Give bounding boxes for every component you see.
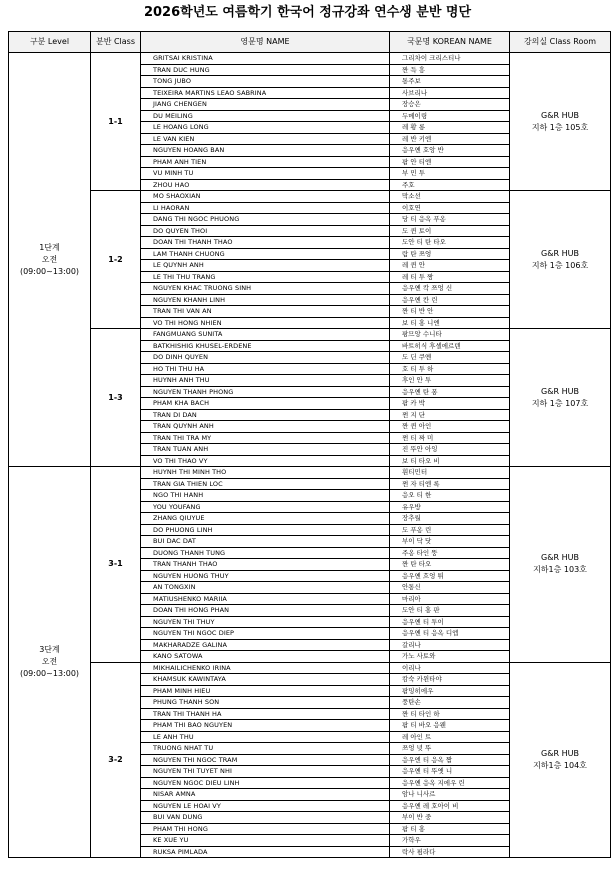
korean-name-cell: 레 티 투 짱 [390, 271, 510, 283]
english-name-cell: TRAN THI VAN AN [141, 306, 390, 318]
korean-name-cell: 팜 티 바오 응웬 [390, 720, 510, 732]
korean-name-cell: 응우옌 티 투이 [390, 616, 510, 628]
korean-name-cell: 당 티 응옥 푸옹 [390, 214, 510, 226]
english-name-cell: TRAN DUC HUNG [141, 64, 390, 76]
class-cell: 1-3 [91, 329, 141, 467]
english-name-cell: LE VAN KIEN [141, 133, 390, 145]
korean-name-cell: 응우옌 레 호아이 비 [390, 800, 510, 812]
english-name-cell: NGUYEN THI THUY [141, 616, 390, 628]
english-name-cell: MO SHAOXIAN [141, 191, 390, 203]
korean-name-cell: 레 퀸 안 [390, 260, 510, 272]
level-time: (09:00~13:00) [19, 669, 80, 678]
table-header-row [9, 32, 611, 53]
english-name-cell: MIKHAILICHENKO IRINA [141, 662, 390, 674]
korean-name-cell: 쩐 티 짜 미 [390, 432, 510, 444]
level-session: 오전 [41, 657, 58, 666]
korean-name-cell: 쩐 자 티엔 록 [390, 478, 510, 490]
korean-name-cell: 이리나 [390, 662, 510, 674]
english-name-cell: TRAN THI THANH HA [141, 708, 390, 720]
english-name-cell: DO QUYEN THOI [141, 225, 390, 237]
header-level: 구분 Level [9, 32, 91, 53]
korean-name-cell: 호 티 투 하 [390, 363, 510, 375]
korean-name-cell: 도안 티 홍 판 [390, 605, 510, 617]
class-cell: 3-2 [91, 662, 141, 858]
classroom-cell [510, 662, 611, 858]
korean-name-cell: 레 황 롱 [390, 122, 510, 134]
english-name-cell: TRAN DI DAN [141, 409, 390, 421]
english-name-cell: KE XUE YU [141, 835, 390, 847]
english-name-cell: LI HAORAN [141, 202, 390, 214]
korean-name-cell: 응우옌 티 응옥 디엡 [390, 628, 510, 640]
english-name-cell: NGUYEN KHANH LINH [141, 294, 390, 306]
classroom-location: 지하 1층 107호 [531, 398, 589, 408]
level-time: (09:00~13:00) [19, 266, 80, 276]
korean-name-cell: 보 티 홍 니엔 [390, 317, 510, 329]
english-name-cell: BATKHISHIG KHUSEL-ERDENE [141, 340, 390, 352]
english-name-cell: NGUYEN HOANG BAN [141, 145, 390, 157]
header-english-name: 영문명 NAME [141, 32, 390, 53]
level-name: 3단계 [39, 645, 60, 654]
table-row [9, 467, 611, 479]
level-cell [9, 53, 91, 467]
class-roster-table [8, 31, 611, 858]
english-name-cell: BUI DAC DAT [141, 536, 390, 548]
classroom-building: G&R HUB [541, 248, 579, 258]
english-name-cell: DOAN THI THANH THAO [141, 237, 390, 249]
korean-name-cell: 풍탄손 [390, 697, 510, 709]
english-name-cell: DUONG THANH TUNG [141, 547, 390, 559]
korean-name-cell: 장승은 [390, 99, 510, 111]
classroom-cell [510, 53, 611, 191]
english-name-cell: TRAN QUYNH ANH [141, 421, 390, 433]
english-name-cell: NGUYEN HUONG THUY [141, 570, 390, 582]
korean-name-cell: 후인 안 투 [390, 375, 510, 387]
korean-name-cell: 보 티 타오 비 [390, 455, 510, 467]
level-session: 오전 [41, 254, 58, 264]
classroom-location: 지하1층 103호 [533, 565, 587, 575]
class-cell: 3-1 [91, 467, 141, 663]
english-name-cell: HUYNH THI MINH THO [141, 467, 390, 479]
korean-name-cell: 팜 안 티엔 [390, 156, 510, 168]
english-name-cell: HO THI THU HA [141, 363, 390, 375]
korean-name-cell: 레 아인 트 [390, 731, 510, 743]
english-name-cell: NGUYEN THI TUYET NHI [141, 766, 390, 778]
korean-name-cell: 응우엔 티 응옥 짬 [390, 754, 510, 766]
roster-body [9, 53, 611, 858]
korean-name-cell: 응오 티 한 [390, 490, 510, 502]
english-name-cell: NGUYEN THI NGOC DIEP [141, 628, 390, 640]
english-name-cell: MATIUSHENKO MARIIA [141, 593, 390, 605]
english-name-cell: DO DINH QUYEN [141, 352, 390, 364]
korean-name-cell: 팡므앙 수니타 [390, 329, 510, 341]
korean-name-cell: 응우옌 흐엉 튀 [390, 570, 510, 582]
korean-name-cell: 휜티민터 [390, 467, 510, 479]
table-row [9, 662, 611, 674]
english-name-cell: RUKSA PIMLADA [141, 846, 390, 858]
korean-name-cell: 응우옌 칸 린 [390, 294, 510, 306]
english-name-cell: NGUYEN THI NGOC TRAM [141, 754, 390, 766]
english-name-cell: NGUYEN NGOC DIEU LINH [141, 777, 390, 789]
english-name-cell: VU MINH TU [141, 168, 390, 180]
korean-name-cell: 그리차이 크리스티나 [390, 53, 510, 65]
english-name-cell: DU MEILING [141, 110, 390, 122]
english-name-cell: LE THI THU TRANG [141, 271, 390, 283]
english-name-cell: ZHOU HAO [141, 179, 390, 191]
korean-name-cell: 이호연 [390, 202, 510, 214]
english-name-cell: LAM THANH CHUONG [141, 248, 390, 260]
english-name-cell: TEIXEIRA MARTINS LEAO SABRINA [141, 87, 390, 99]
english-name-cell: GRITSAI KRISTINA [141, 53, 390, 65]
english-name-cell: PHUNG THANH SON [141, 697, 390, 709]
english-name-cell: TRAN GIA THIEN LOC [141, 478, 390, 490]
korean-name-cell: 도 딘 쿠옌 [390, 352, 510, 364]
korean-name-cell: 람 탄 쯔엉 [390, 248, 510, 260]
korean-name-cell: 주옹 타인 뚱 [390, 547, 510, 559]
korean-name-cell: 쯔엉 녓 뚜 [390, 743, 510, 755]
english-name-cell: NGUYEN LE HOAI VY [141, 800, 390, 812]
korean-name-cell: 짠 탄 타오 [390, 559, 510, 571]
korean-name-cell: 암나 니사르 [390, 789, 510, 801]
table-row [9, 53, 611, 65]
english-name-cell: PHAM ANH TIEN [141, 156, 390, 168]
classroom-location: 지하1층 104호 [533, 760, 587, 770]
korean-name-cell: 응우옌 탄 퐁 [390, 386, 510, 398]
english-name-cell: TONG JUBO [141, 76, 390, 88]
table-row [9, 329, 611, 341]
header-class: 분반 Class [91, 32, 141, 53]
english-name-cell: PHAM THI HONG [141, 823, 390, 835]
korean-name-cell: 락사 핌라다 [390, 846, 510, 858]
korean-name-cell: 짠 티 타인 하 [390, 708, 510, 720]
korean-name-cell: 막소선 [390, 191, 510, 203]
english-name-cell: FANGMUANG SUNITA [141, 329, 390, 341]
english-name-cell: DOAN THI HONG PHAN [141, 605, 390, 617]
english-name-cell: KANO SATOWA [141, 651, 390, 663]
header-korean-name: 국문명 KOREAN NAME [390, 32, 510, 53]
korean-name-cell: 사브리나 [390, 87, 510, 99]
english-name-cell: NISAR AMNA [141, 789, 390, 801]
english-name-cell: DANG THI NGOC PHUONG [141, 214, 390, 226]
level-name: 1단계 [39, 242, 60, 252]
english-name-cell: KHAMSUK KAWINTAYA [141, 674, 390, 686]
class-cell: 1-2 [91, 191, 141, 329]
korean-name-cell: 짠 득 흥 [390, 64, 510, 76]
korean-name-cell: 가노 사토와 [390, 651, 510, 663]
english-name-cell: BUI VAN DUNG [141, 812, 390, 824]
korean-name-cell: 짠 퀸 아인 [390, 421, 510, 433]
english-name-cell: PHAM THI BAO NGUYEN [141, 720, 390, 732]
korean-name-cell: 레 반 키엔 [390, 133, 510, 145]
korean-name-cell: 응우옌 호앙 반 [390, 145, 510, 157]
english-name-cell: ZHANG QIUYUE [141, 513, 390, 525]
korean-name-cell: 가학우 [390, 835, 510, 847]
classroom-building: G&R HUB [541, 553, 579, 563]
korean-name-cell: 팜밍히에우 [390, 685, 510, 697]
english-name-cell: AN TONGXIN [141, 582, 390, 594]
korean-name-cell: 주호 [390, 179, 510, 191]
english-name-cell: PHAM MINH HIEU [141, 685, 390, 697]
classroom-cell [510, 191, 611, 329]
korean-name-cell: 팜 티 홍 [390, 823, 510, 835]
english-name-cell: TRAN TUAN ANH [141, 444, 390, 456]
classroom-cell [510, 467, 611, 663]
korean-name-cell: 도 푸옹 린 [390, 524, 510, 536]
korean-name-cell: 바트히식 후셀에르덴 [390, 340, 510, 352]
english-name-cell: NGO THI HANH [141, 490, 390, 502]
korean-name-cell: 팜 카 박 [390, 398, 510, 410]
table-row [9, 191, 611, 203]
korean-name-cell: 안통신 [390, 582, 510, 594]
level-cell [9, 467, 91, 858]
korean-name-cell: 유우방 [390, 501, 510, 513]
korean-name-cell: 갈리나 [390, 639, 510, 651]
english-name-cell: LE HOANG LONG [141, 122, 390, 134]
korean-name-cell: 두메이링 [390, 110, 510, 122]
english-name-cell: VO THI HONG NHIEN [141, 317, 390, 329]
korean-name-cell: 통주보 [390, 76, 510, 88]
korean-name-cell: 장추월 [390, 513, 510, 525]
english-name-cell: DO PHUONG LINH [141, 524, 390, 536]
english-name-cell: PHAM KHA BACH [141, 398, 390, 410]
english-name-cell: LE QUYNH ANH [141, 260, 390, 272]
classroom-building: G&R HUB [541, 110, 579, 120]
korean-name-cell: 부이 닥 닷 [390, 536, 510, 548]
korean-name-cell: 응우옌 응옥 지에우 린 [390, 777, 510, 789]
english-name-cell: NGUYEN KHAC TRUONG SINH [141, 283, 390, 295]
classroom-cell [510, 329, 611, 467]
korean-name-cell: 도안 티 탄 타오 [390, 237, 510, 249]
korean-name-cell: 캄숙 카윈타야 [390, 674, 510, 686]
classroom-location: 지하 1층 106호 [531, 260, 589, 270]
english-name-cell: TRAN THANH THAO [141, 559, 390, 571]
classroom-building: G&R HUB [541, 748, 579, 758]
korean-name-cell: 응우옌 티 뚜옛 니 [390, 766, 510, 778]
korean-name-cell: 마리아 [390, 593, 510, 605]
classroom-location: 지하 1층 105호 [531, 122, 589, 132]
english-name-cell: HUYNH ANH THU [141, 375, 390, 387]
english-name-cell: NGUYEN THANH PHONG [141, 386, 390, 398]
korean-name-cell: 짠 티 반 안 [390, 306, 510, 318]
english-name-cell: TRAN THI TRA MY [141, 432, 390, 444]
english-name-cell: MAKHARADZE GALINA [141, 639, 390, 651]
english-name-cell: LE ANH THU [141, 731, 390, 743]
korean-name-cell: 응우옌 칵 쯔엉 신 [390, 283, 510, 295]
korean-name-cell: 도 퀸 토이 [390, 225, 510, 237]
classroom-building: G&R HUB [541, 386, 579, 396]
page-title: 2026학년도 여름학기 한국어 정규강좌 연수생 분반 명단 [143, 5, 472, 20]
english-name-cell: VO THI THAO VY [141, 455, 390, 467]
korean-name-cell: 부 민 투 [390, 168, 510, 180]
english-name-cell: YOU YOUFANG [141, 501, 390, 513]
header-classroom: 강의실 Class Room [510, 32, 611, 53]
korean-name-cell: 부이 반 중 [390, 812, 510, 824]
class-cell: 1-1 [91, 53, 141, 191]
korean-name-cell: 진 뚜안 아잉 [390, 444, 510, 456]
english-name-cell: JIANG CHENGEN [141, 99, 390, 111]
korean-name-cell: 쩐 지 단 [390, 409, 510, 421]
english-name-cell: TRUONG NHAT TU [141, 743, 390, 755]
